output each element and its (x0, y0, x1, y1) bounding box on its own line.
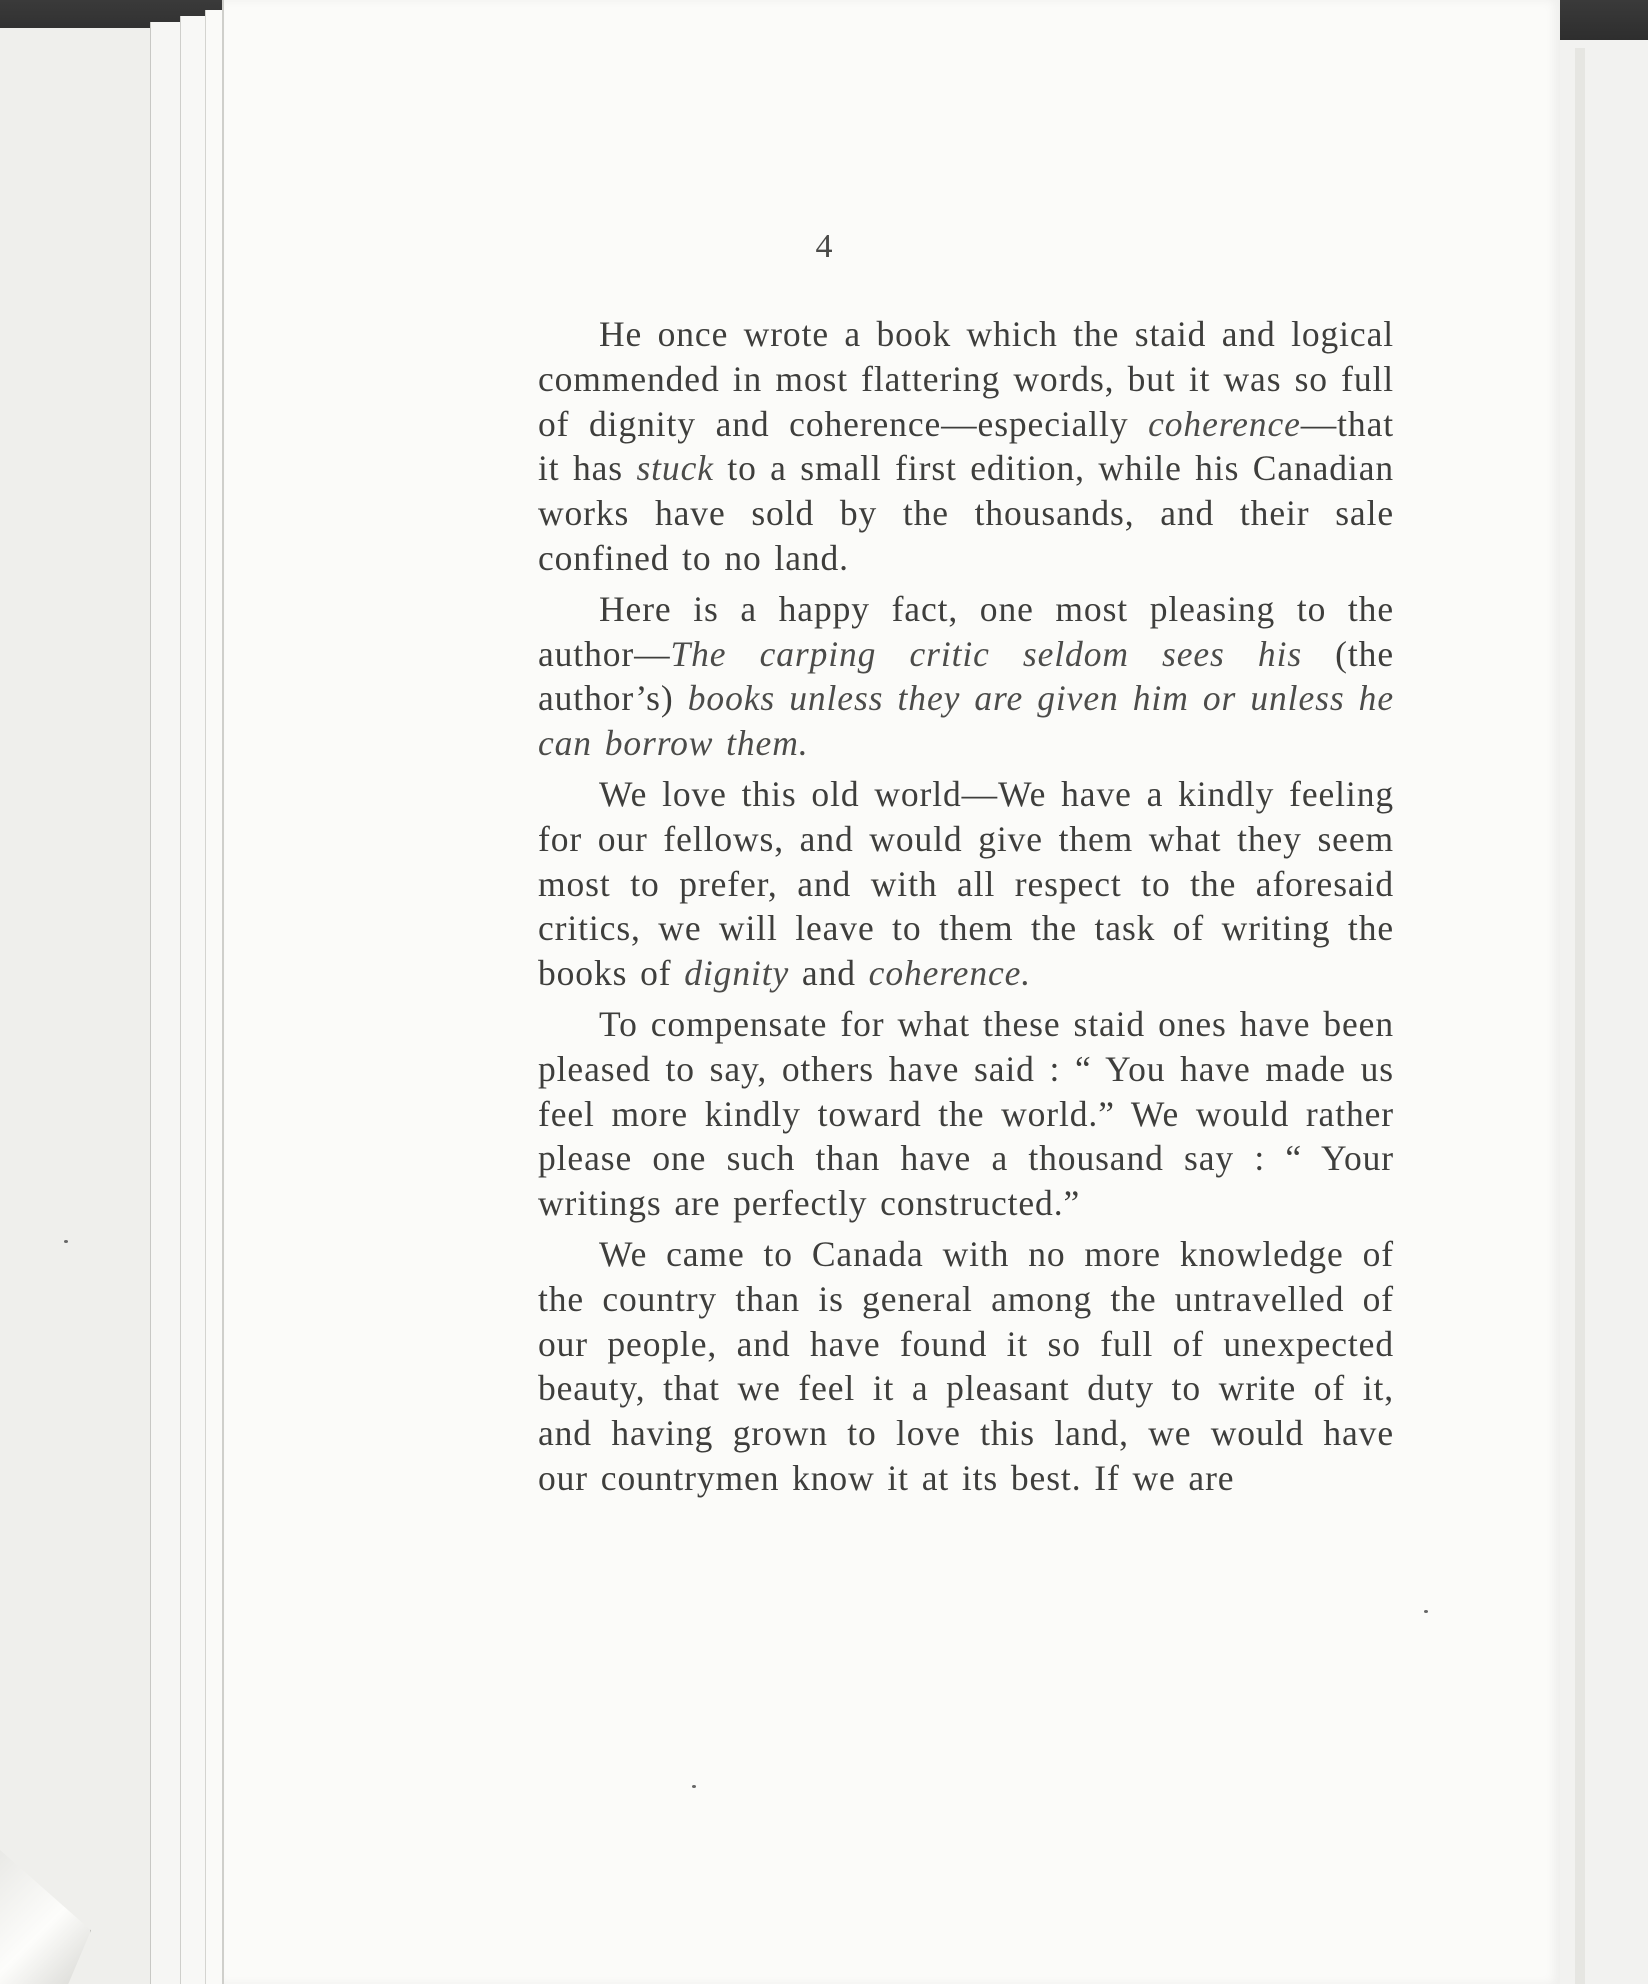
text-run: to a small first edition, while his Canadian works have sold by the thousands, and their sale confined to no land. (538, 448, 1394, 578)
paragraph (538, 587, 1394, 766)
page-number: 4 (815, 228, 833, 265)
italic-text: The carping critic seldom sees his (670, 633, 1303, 674)
body-text (538, 312, 1394, 1507)
text-run: We love this old world—We have a kindly feeling for our fellows, and would give them what they seem most to prefer, and with all respect to the aforesaid critics, we will leave to them the task of writing the books of (538, 773, 1394, 994)
paper-speck (64, 1240, 68, 1243)
paper-speck (1424, 1610, 1428, 1613)
paragraph (538, 312, 1394, 581)
italic-text: coherence. (868, 953, 1032, 994)
paragraph (538, 772, 1394, 996)
text-run: Here is a happy fact, one most pleasing to the author— (538, 588, 1394, 674)
text-run: and (789, 953, 869, 994)
text-run: We came to Canada with no more knowledge of the country than is general among the untravelled of our people, and have found it so full of unexpected beauty, that we feel it a pleasant duty to write of it, and having grown to love this land, we would have our countrymen know it at its best. If we are (538, 1233, 1394, 1498)
right-page-edge (1556, 40, 1648, 1984)
paragraph (538, 1232, 1394, 1501)
text-run: He once wrote a book which the staid and logical commended in most flattering words, but it was so full of dignity and coherence—especially (538, 314, 1394, 444)
italic-text: books unless they are given him or unless he can borrow them. (538, 678, 1394, 764)
text-run: To compensate for what these staid ones have been pleased to say, others have said : “ You have made us feel more kindly toward the world.” We would rather please one such than have a thousand say : “ Your writings are perfectly constructed.” (538, 1003, 1394, 1224)
paragraph (538, 1002, 1394, 1226)
italic-text: dignity (684, 953, 790, 994)
text-run: —that it has (538, 403, 1394, 489)
text-run: (the author’s) (538, 633, 1394, 719)
italic-text: stuck (636, 448, 714, 489)
right-page-shadow (1575, 48, 1585, 1984)
italic-text: coherence (1148, 403, 1301, 444)
paper-speck (692, 1785, 696, 1788)
